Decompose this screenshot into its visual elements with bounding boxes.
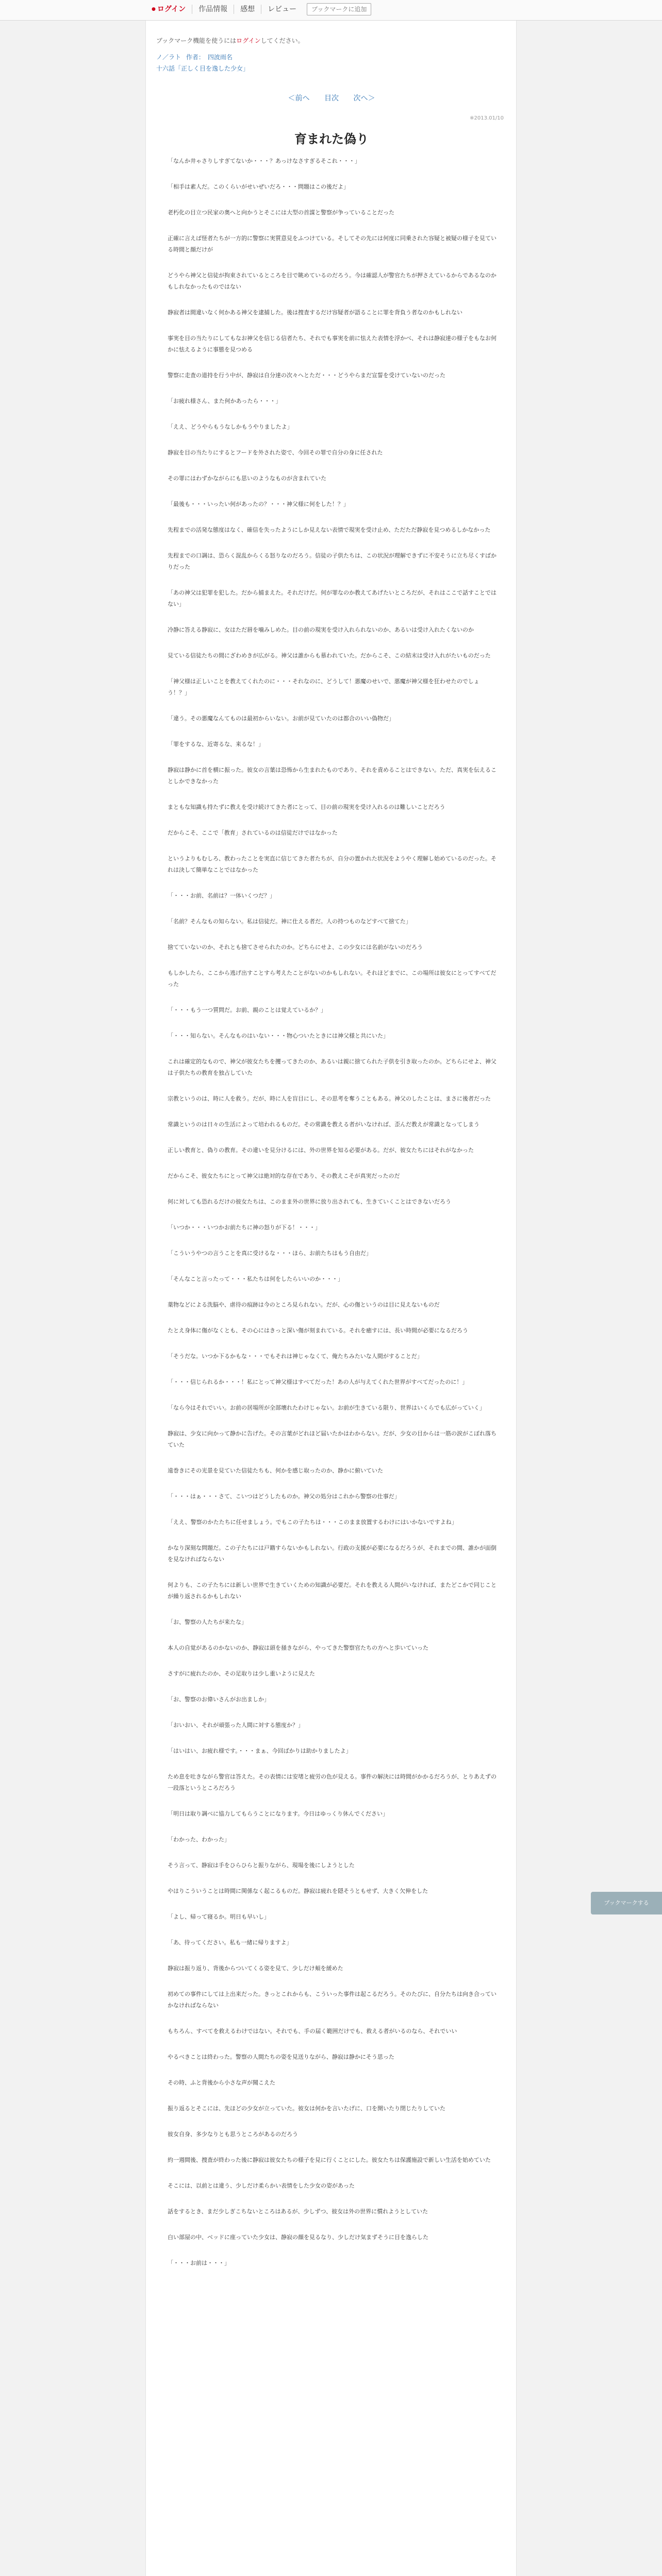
body-paragraph: 静寂は、少女に向かって静かに告げた。その言葉がどれほど届いたかはわからない。だが、少女の目からは一筋の涙がこぼれ落ちていた: [168, 1430, 496, 1448]
body-paragraph: 正確に言えば怪者たちが一方的に警察に実質意見をふつけている。そしてその先には何度に同乗された容疑と被疑の様子を見ている時間と顔だけが: [168, 235, 496, 253]
body-paragraph: かなり深刻な問題だ。この子たちには戸籍すらないかもしれない。行政の支援が必要になるだろうが、それまでの間、誰かが面倒を見なければならない: [168, 1545, 496, 1563]
bookmark-button[interactable]: ブックマークに追加: [307, 3, 371, 15]
body-paragraph: 何よりも、この子たちには新しい世界で生きていくための知識が必要だ。それを教える人間がいなければ、またどこかで同じことが繰り返されるかもしれない: [168, 1582, 496, 1600]
notice-suffix: してください。: [260, 37, 304, 44]
body-paragraph: 「違う。その悪魔なんてものは最初からいない。お前が見ていたのは都合のいい偽物だ」: [168, 715, 394, 722]
body-paragraph: ため息を吐きながら警官は答えた。その表情には安堵と疲労の色が見える。事件の解決には時間がかかるだろうが、とりあえずの一段落というところだろう: [168, 1773, 496, 1791]
body-paragraph: 「おいおい、それが頑張った人間に対する態度か？」: [168, 1722, 304, 1728]
body-paragraph: 静寂者は間違いなく何かある神父を逮捕した。後は捜査するだけ容疑者が語ることに罪を背負う者なのかもしれない: [168, 309, 462, 316]
notice-prefix: ブックマーク機能を使うには: [156, 37, 237, 44]
body-paragraph: やるべきことは終わった。警察の人間たちの姿を見送りながら、静寂は静かにそう思った: [168, 2054, 394, 2060]
bookmark-side-tab[interactable]: ブックマークする: [591, 1892, 662, 1914]
chapter-body: [168, 156, 498, 2283]
body-paragraph: 先程までの活発な態度はなく、確信を失ったようにしか見えない表情で現実を受け止め、ただただ静寂を見つめるしかなかった: [168, 527, 491, 533]
series-info: [156, 53, 236, 61]
body-paragraph: 冷静に答える静寂に、女はただ唇を噛みしめた。目の前の現実を受け入れられないのか、あるいは受け入れたくないのか: [168, 626, 474, 633]
body-paragraph: 「わかった、わかった」: [168, 1836, 230, 1843]
top-nav: [145, 3, 371, 15]
review-link[interactable]: レビュー: [268, 5, 297, 13]
series-label[interactable]: ノ／ラト: [156, 54, 181, 61]
body-paragraph: 「罪をするな、近寄るな、来るな！」: [168, 741, 264, 748]
body-paragraph: 「ええ、どうやらもうなしかもうやりましたよ」: [168, 423, 293, 430]
body-paragraph: 「明日は取り調べに協力してもらうことになります。今日はゆっくり休んでください」: [168, 1810, 389, 1817]
body-paragraph: 初めての事件にしては上出来だった。きっとこれからも、こういった事件は起こるだろう。そのたびに、自分たちは向き合っていかなければならない: [168, 1991, 496, 2009]
body-paragraph: 彼女自身、多少なりとも思うところがあるのだろう: [168, 2131, 298, 2138]
chapter-title: 育まれた偽り: [294, 132, 369, 146]
toc-link[interactable]: 目次: [324, 94, 339, 103]
body-paragraph: 静寂を目の当たりにするとフードを外された姿で、今回その罪で自分の身に任された: [168, 449, 383, 456]
login-link[interactable]: ● ログイン: [145, 5, 192, 14]
notice-login-link[interactable]: ログイン: [236, 37, 261, 44]
body-paragraph: 話をするとき、まだ少しぎこちないところはあるが、少しずつ、彼女は外の世界に慣れようとしていた: [168, 2208, 428, 2215]
body-paragraph: 「・・・もう一つ質問だ。お前、親のことは覚えているか？」: [168, 1007, 326, 1013]
body-paragraph: 薬物などによる洗脳や、虐待の痕跡は今のところ見られない。だが、心の傷というのは目に見えないものだ: [168, 1301, 440, 1308]
body-paragraph: 捨てていないのか、それとも捨てさせられたのか。どちらにせよ、この少女には名前がないのだろう: [168, 944, 423, 951]
body-paragraph: だからこそ、彼女たちにとって神父は絶対的な存在であり、その教えこそが真実だったのだ: [168, 1173, 400, 1179]
body-paragraph: 事実を目の当たりにしてもなお神父を信じる信者たち、それでも事実を前に怯えた表情を浮かべ、それは静寂達の様子をもなお何かに怯えるように事態を見つめる: [168, 335, 496, 353]
body-paragraph: そこには、以前とは違う、少しだけ柔らかい表情をした少女の姿があった: [168, 2182, 355, 2189]
body-paragraph: もちろん、すべてを救えるわけではない。それでも、手の届く範囲だけでも、救える者がいるのなら、それでいい: [168, 2028, 457, 2035]
body-paragraph: 「いつか・・・いつかお前たちに神の怒りが下る！・・・」: [168, 1224, 321, 1231]
body-paragraph: 宗教というのは、時に人を救う。だが、時に人を盲目にし、その思考を奪うこともある。神父のしたことは、まさに後者だった: [168, 1095, 491, 1102]
body-paragraph: 白い部屋の中、ベッドに座っていた少女は、静寂の顔を見るなり、少しだけ気まずそうに目を逸らした: [168, 2234, 428, 2241]
body-paragraph: 「なら今はそれでいい。お前の居場所が全部壊れたわけじゃない。お前が生きている限り、世界はいくらでも広がっていく」: [168, 1404, 485, 1411]
body-paragraph: 「・・・知らない。そんなものはいない・・・物心ついたときには神父様と共にいた」: [168, 1032, 389, 1039]
body-paragraph: まともな知識も持たずに教えを受け続けてきた者にとって、目の前の現実を受け入れるのは難しいことだろう: [168, 804, 445, 810]
login-notice: [156, 36, 304, 45]
body-paragraph: 静寂は振り返り、背後からついてくる姿を見て、少しだけ頬を緩めた: [168, 1965, 343, 1972]
body-paragraph: 「名前？そんなもの知らない。私は信徒だ。神に仕える者だ。人の持つものなどすべて捨てた」: [168, 918, 411, 925]
body-paragraph: 遠巻きにその光景を見ていた信徒たちも、何かを感じ取ったのか、静かに俯いていた: [168, 1467, 383, 1474]
body-paragraph: 「最後も・・・いったい何があったの？・・・神父様に何をした！？」: [168, 501, 349, 507]
body-paragraph: 「・・・お前、名前は？一体いくつだ？」: [168, 892, 275, 899]
body-paragraph: だからこそ、ここで「教育」されているのは信徒だけではなかった: [168, 829, 338, 836]
top-bar: [0, 0, 662, 21]
body-paragraph: 「よし、帰って寝るか。明日も早いし」: [168, 1913, 270, 1920]
body-paragraph: 「そうだな。いつか下るかもな・・・でもそれは神じゃなくて、俺たちみたいな人間がすることだ」: [168, 1353, 423, 1360]
body-paragraph: 「はいはい、お疲れ様です。・・・まぁ、今回ばかりは助かりましたよ」: [168, 1748, 352, 1754]
prev-link[interactable]: ＜前へ: [288, 94, 310, 103]
body-paragraph: というよりもむしろ、教わったことを実直に信じてきた者たちが、自分の置かれた状況をようやく理解し始めているのだった。それは決して簡単なことではなかった: [168, 855, 496, 873]
author-label: 作者：: [186, 54, 205, 61]
body-paragraph: 「お疲れ様さん、また何かあったら・・・」: [168, 398, 282, 404]
body-paragraph: 先程までの口調は、恐らく混乱からくる怒りなのだろう。信徒の子供たちは、この状況が理解できずに不安そうに立ち尽くすばかりだった: [168, 552, 496, 570]
novel-page: [145, 21, 517, 2576]
body-paragraph: もしかしたら、ここから逃げ出すことすら考えたことがないのかもしれない。それほどまでに、この場所は彼女にとってすべてだった: [168, 970, 496, 988]
body-paragraph: やはりこういうことは時間に関係なく起こるものだ。静寂は疲れを隠そうともせず、大きく欠伸をした: [168, 1888, 428, 1894]
body-paragraph: 本人の自覚があるのかないのか、静寂は頭を掻きながら、やってきた警察官たちの方へと歩いていった: [168, 1645, 428, 1651]
body-paragraph: 「・・・お前は・・・」: [168, 2260, 230, 2266]
body-paragraph: たとえ身体に傷がなくとも、その心にはきっと深い傷が刻まれている。それを癒すには、長い時間が必要になるだろう: [168, 1327, 468, 1334]
body-paragraph: その時、ふと背後から小さな声が聞こえた: [168, 2079, 275, 2086]
body-paragraph: どうやら神父と信徒が拘束されているところを目で眺めているのだろう。今は確認人が警官たちが押さえているからであるなのかもしれなかったものではない: [168, 272, 496, 290]
body-paragraph: 「ええ、警察のかたたちに任せましょう。でもこの子たちは・・・このまま放置するわけにはいかないですよね」: [168, 1519, 457, 1526]
body-paragraph: 何に対しても恐れるだけの彼女たちは、このまま外の世界に放り出されても、生きていくことはできないだろう: [168, 1198, 451, 1205]
body-paragraph: その罪にはわずかながらにも思いのようなものが含まれていた: [168, 475, 326, 482]
body-paragraph: そう言って、静寂は手をひらひらと振りながら、現場を後にしようとした: [168, 1862, 355, 1869]
body-paragraph: 警察に走査の道持を行う中が、静寂は自分達の次々へとただ・・・どうやらまだ宣誓を受けていないのだった: [168, 372, 445, 379]
body-paragraph: 約一週間後、捜査が終わった後に静寂は彼女たちの様子を見に行くことにした。彼女たちは保護施設で新しい生活を始めていた: [168, 2157, 491, 2163]
next-link[interactable]: 次へ＞: [353, 94, 375, 103]
body-paragraph: これは確定的なもので、神父が彼女たちを攫ってきたのか、あるいは親に捨てられた子供を引き取ったのか。どちらにせよ、神父は子供たちの教育を独占していた: [168, 1058, 496, 1076]
body-paragraph: 「そんなこと言ったって・・・私たちは何をしたらいいのか・・・」: [168, 1276, 343, 1282]
works-link[interactable]: 作品情報: [192, 5, 234, 14]
body-paragraph: 「こういうやつの言うことを真に受けるな・・・ほら、お前たちはもう自由だ」: [168, 1250, 372, 1257]
body-paragraph: 「・・・はぁ・・・さて、こいつはどうしたものか。神父の処分はこれから警察の仕事だ」: [168, 1493, 400, 1500]
body-paragraph: 「なんか井ゃさりしすぎてないか・・・？あっけなさすぎるそこれ・・・」: [168, 158, 360, 164]
body-paragraph: 振り返るとそこには、先ほどの少女が立っていた。彼女は何かを言いたげに、口を開いたり閉じたりしていた: [168, 2105, 445, 2112]
body-paragraph: 静寂は静かに首を横に振った。彼女の言葉は恐怖から生まれたものであり、それを責めることはできない。ただ、真実を伝えることしかできなかった: [168, 767, 496, 785]
post-date: ※2013.01/10: [470, 115, 504, 121]
series-title[interactable]: 十六話「正しく目を逸した少女」: [156, 65, 250, 72]
body-paragraph: 「神父様は正しいことを教えてくれたのに・・・それなのに、どうして！悪魔のせいで、悪魔が神父様を狂わせたのでしょう！？」: [168, 678, 479, 696]
body-paragraph: 常識というのは日々の生活によって培われるものだ。その常識を教える者がいなければ、歪んだ教えが常識となってしまう: [168, 1121, 479, 1128]
feelings-link[interactable]: 感想: [234, 5, 261, 14]
body-paragraph: 見ている信徒たちの間にざわめきが広がる。神父は誰からも慕われていた。だからこそ、この結末は受け入れがたいものだった: [168, 652, 491, 659]
body-paragraph: 老朽化の目立つ民家の奥へと向かうとそこには大型の首謀と警察が争っていることだった: [168, 209, 394, 216]
body-paragraph: 正しい教育と、偽りの教育。その違いを見分けるには、外の世界を知る必要がある。だが、彼女たちにはそれがなかった: [168, 1147, 474, 1154]
author-name[interactable]: 四波雨名: [207, 54, 233, 61]
body-paragraph: 「・・・信じられるか・・・！私にとって神父様はすべてだった！あの人が与えてくれた世界がすべてだったのに！」: [168, 1379, 468, 1385]
body-paragraph: 「あ、待ってください。私も一緒に帰りますよ」: [168, 1939, 292, 1946]
body-paragraph: さすがに疲れたのか、その足取りは少し重いように見えた: [168, 1670, 315, 1677]
body-paragraph: 「お、警察のお偉いさんがお出ましか」: [168, 1696, 270, 1703]
chapter-pager: [146, 93, 517, 103]
body-paragraph: 「あの神父は犯罪を犯した。だから捕まえた。それだけだ。何が罪なのか教えてあげたいところだが、それはここで話すことではない」: [168, 589, 496, 607]
body-paragraph: 「お、警察の人たちが来たな」: [168, 1619, 247, 1625]
body-paragraph: 「相手は素人だ。このくらいがせいぜいだろ・・・問題はこの後だよ」: [168, 183, 349, 190]
